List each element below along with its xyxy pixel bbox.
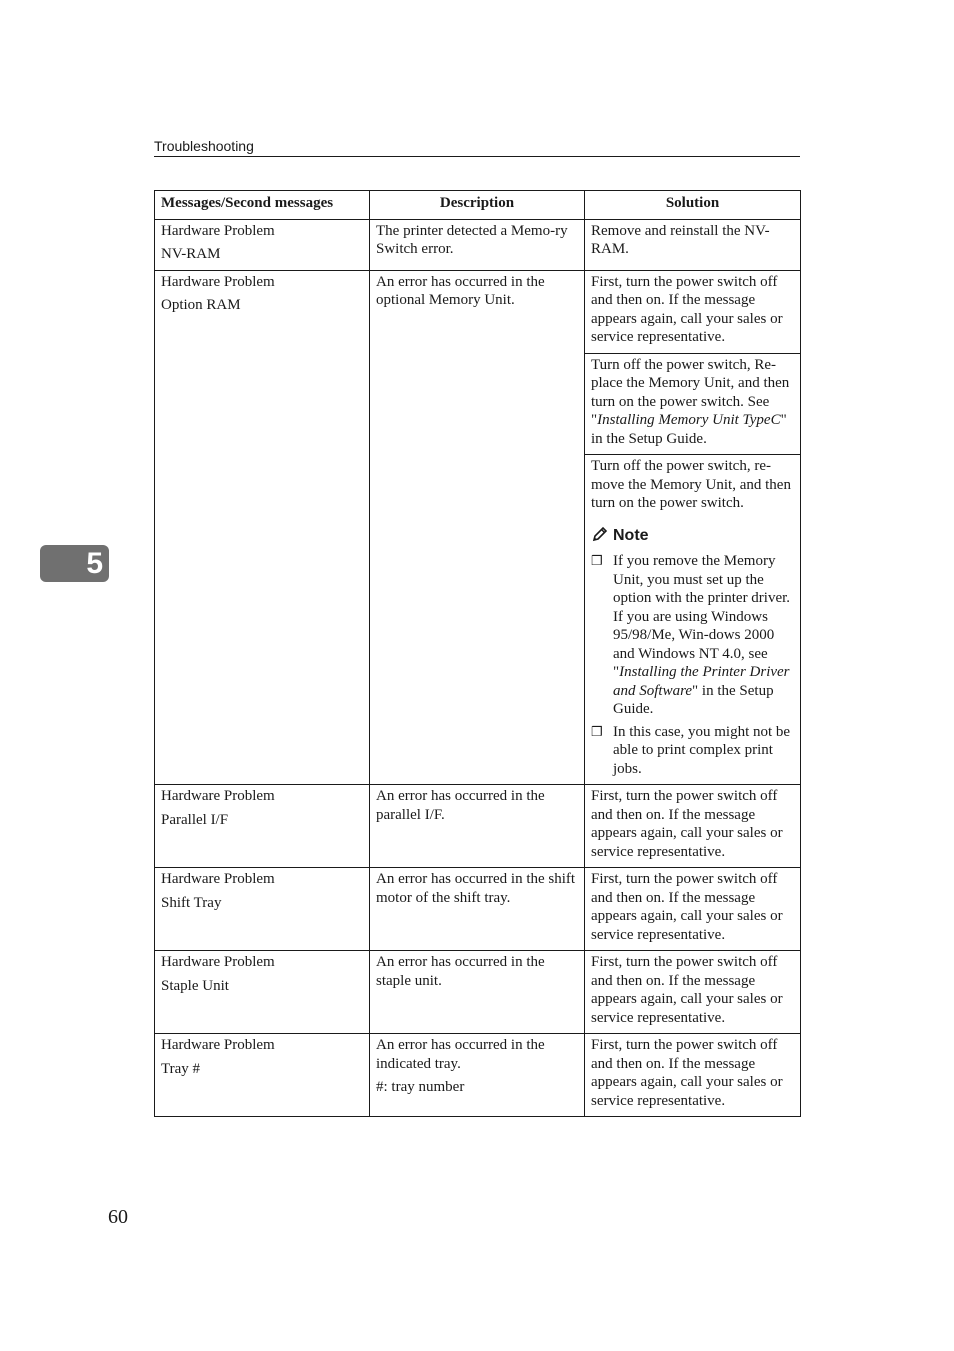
checkbox-bullet-icon: ❒ <box>591 723 603 739</box>
message-cell <box>155 1034 370 1117</box>
table-row <box>155 951 801 1034</box>
chapter-tab: 5 <box>40 545 109 582</box>
second-message-text: Tray # <box>161 1060 201 1077</box>
second-message-text: Shift Tray <box>161 894 222 911</box>
running-header: Troubleshooting <box>154 138 800 157</box>
column-header-solution: Solution <box>585 191 801 220</box>
solution-cell: First, turn the power switch off and then on. If the message appears again, call your sales or service representative. <box>585 270 801 353</box>
note-heading <box>591 525 794 549</box>
table-row <box>155 219 801 270</box>
message-text: Hardware Problem <box>161 954 275 970</box>
note-item <box>591 723 794 779</box>
second-message-text: Parallel I/F <box>161 811 229 828</box>
description-cell: The printer detected a Memo-ry Switch error. <box>370 219 585 270</box>
solution-cell <box>585 353 801 455</box>
solution-cell: First, turn the power switch off and then on. If the message appears again, call your sales or service representative. <box>585 951 801 1034</box>
table-row <box>155 868 801 951</box>
second-message-text: Staple Unit <box>161 977 229 994</box>
solution-cell: First, turn the power switch off and then on. If the message appears again, call your sales or service representative. <box>585 785 801 868</box>
message-text: Hardware Problem <box>161 222 275 239</box>
note-text: In this case, you might not be able to print complex print jobs. <box>613 723 791 777</box>
description-text: #: tray number <box>376 1079 465 1095</box>
message-cell <box>155 219 370 270</box>
description-cell: An error has occurred in the optional Memory Unit. <box>370 270 585 785</box>
note-text-part: If you remove the Memory Unit, you must set up the option with the printer driver. If you are using Windows 95/98/Me, Win-dows 2000 and Windows NT 4.0, see " <box>613 553 791 680</box>
manual-reference: Installing Memory Unit TypeC <box>597 412 781 428</box>
column-header-description: Description <box>370 191 585 220</box>
description-text: An error has occurred in the indicated tray. <box>376 1037 545 1072</box>
column-header-messages: Messages/Second messages <box>155 191 370 220</box>
message-text: Hardware Problem <box>161 788 275 804</box>
checkbox-bullet-icon: ❒ <box>591 553 603 568</box>
description-cell: An error has occurred in the parallel I/F. <box>370 785 585 868</box>
solution-cell: First, turn the power switch off and then on. If the message appears again, call your sales or service representative. <box>585 868 801 951</box>
message-cell <box>155 868 370 951</box>
solution-cell <box>585 455 801 785</box>
message-cell <box>155 270 370 785</box>
note-label: Note <box>613 527 649 544</box>
note-item <box>591 552 794 719</box>
solution-text: " in the Setup Guide. <box>591 412 787 447</box>
second-message-text: NV-RAM <box>161 246 221 262</box>
solution-cell: Remove and reinstall the NV-RAM. <box>585 219 801 270</box>
description-cell: An error has occurred in the shift motor of the shift tray. <box>370 868 585 951</box>
second-message-text: Option RAM <box>161 297 241 313</box>
table-row <box>155 1034 801 1117</box>
manual-reference: Installing the Printer Driver and Software <box>613 664 790 699</box>
solution-text: Turn off the power switch, re-move the Memory Unit, and then turn on the power switch. <box>591 458 791 511</box>
message-text: Hardware Problem <box>161 1037 275 1053</box>
description-cell: An error has occurred in the staple unit. <box>370 951 585 1034</box>
pencil-icon <box>591 525 609 549</box>
solution-text: Turn off the power switch, Re-place the Memory Unit, and then turn on the power switch. See " <box>591 356 790 428</box>
table-header-row <box>155 191 801 220</box>
message-cell <box>155 951 370 1034</box>
table-row <box>155 785 801 868</box>
message-cell <box>155 785 370 868</box>
note-text-part: " in the Setup Guide. <box>613 682 774 717</box>
page-number: 60 <box>108 1206 128 1228</box>
solution-cell: First, turn the power switch off and then on. If the message appears again, call your sales or service representative. <box>585 1034 801 1117</box>
description-cell <box>370 1034 585 1117</box>
note-text <box>613 552 794 719</box>
table-row <box>155 270 801 353</box>
message-text: Hardware Problem <box>161 871 275 887</box>
error-messages-table <box>154 190 801 1117</box>
message-text: Hardware Problem <box>161 273 275 290</box>
